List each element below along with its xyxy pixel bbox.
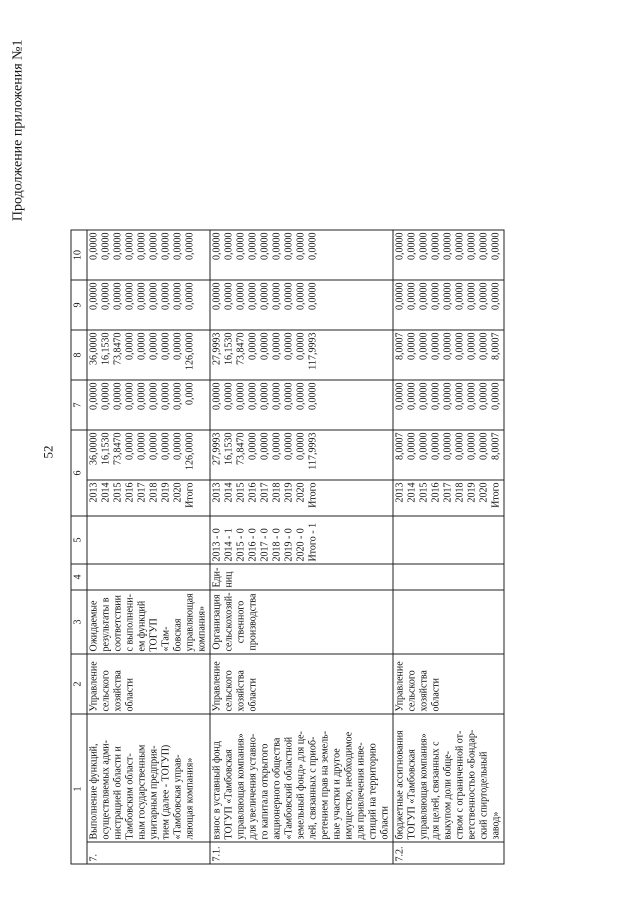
continuation-note: Продолжение приложения №1 (10, 39, 26, 222)
value-col9: 0,0000 0,0000 0,0000 0,0000 0,0000 0,0000 0,0000 0,0000 0,0000 (393, 280, 504, 330)
header-cell: 5 (71, 516, 87, 564)
expected-result: Организация сельскохозяй- ственного производства (210, 590, 393, 654)
years: 2013 2014 2015 2016 2017 2018 2019 2020 Итого (87, 480, 210, 516)
table-row (87, 230, 210, 864)
header-cell: 10 (71, 230, 87, 280)
value-col7: 0,0000 0,0000 0,0000 0,0000 0,0000 0,0000 0,0000 0,0000 0,0000 (210, 380, 393, 430)
value-col6: 36,0000 16,1530 73,8470 0,0000 0,0000 0,0000 0,0000 0,0000 126,0000 (87, 430, 210, 480)
value-col10: 0,0000 0,0000 0,0000 0,0000 0,0000 0,0000 0,0000 0,0000 0,0000 (393, 230, 504, 280)
value-col10: 0,0000 0,0000 0,0000 0,0000 0,0000 0,0000 0,0000 0,0000 0,0000 (210, 230, 393, 280)
row-number: 7.1. (210, 842, 393, 864)
expected-result: Ожидаемые результаты в соответствии с выполнени- ем функций ТОГУП «Там- бовская управляющая компания» (87, 590, 210, 654)
header-cell: 6 (71, 430, 87, 516)
rotated-page (1, 0, 640, 905)
page-number: 52 (40, 445, 56, 459)
value-col10: 0,0000 0,0000 0,0000 0,0000 0,0000 0,0000 0,0000 0,0000 0,0000 (87, 230, 210, 280)
value-col6: 27,9993 16,1530 73,8470 0,0000 0,0000 0,0000 0,0000 0,0000 117,9993 (210, 430, 393, 480)
header-cell: 9 (71, 280, 87, 330)
activity-name: Выполнение функций, осуществляемых адми- нистрацией области и Тамбовским област- ным государственным унитарным предприя- тием (далее - ТОГУП) «Тамбовская управ- ляющая компания» (87, 714, 210, 842)
header-cell: 8 (71, 330, 87, 380)
unit: Еди- ниц (210, 564, 393, 590)
row-number: 7.2. (393, 842, 504, 864)
program-table (71, 230, 505, 865)
header-cell: 7 (71, 380, 87, 430)
header-row (71, 230, 87, 864)
executor: Управление сельского хозяйства области (87, 654, 210, 714)
target-values: 2013 - 0 2014 - 1 2015 - 0 2016 - 0 2017 - 0 2018 - 0 2019 - 0 2020 - 0 Итого - 1 (210, 516, 393, 564)
value-col7: 0,0000 0,0000 0,0000 0,0000 0,0000 0,0000 0,0000 0,0000 0,0000 (393, 380, 504, 430)
value-col9: 0,0000 0,0000 0,0000 0,0000 0,0000 0,0000 0,0000 0,0000 0,0000 (210, 280, 393, 330)
header-cell: 1 (71, 714, 87, 864)
target-values (393, 516, 504, 564)
expected-result (393, 590, 504, 654)
activity-name: взнос в уставный фонд ТОГУП «Тамбовская управляющая компания» для увеличения уставно- го капитала открытого акционерного общества «Тамбовский областной земельный фонд» для це- лей, связанных с приоб- ретением прав на земель- ные участки и другое имущество, необходимое для привлечения инве- стиций на территорию области (210, 714, 393, 842)
header-cell: 2 (71, 654, 87, 714)
value-col7: 0,0000 0,0000 0,0000 0,0000 0,0000 0,0000 0,0000 0,0000 0,000 (87, 380, 210, 430)
header-cell: 3 (71, 590, 87, 654)
table-row (210, 230, 393, 864)
row-number: 7. (87, 842, 210, 864)
table-row (393, 230, 504, 864)
years: 2013 2014 2015 2016 2017 2018 2019 2020 Итого (210, 480, 393, 516)
header-cell: 4 (71, 564, 87, 590)
executor: Управление сельского хозяйства области (210, 654, 393, 714)
value-col8: 36,0000 16,1530 73,8470 0,0000 0,0000 0,0000 0,0000 0,0000 126,0000 (87, 330, 210, 380)
value-col8: 27,9993 16,1530 73,8470 0,0000 0,0000 0,0000 0,0000 0,0000 117,9993 (210, 330, 393, 380)
unit (393, 564, 504, 590)
value-col8: 8,0007 0,0000 0,0000 0,0000 0,0000 0,0000 0,0000 0,0000 8,0007 (393, 330, 504, 380)
activity-name: бюджетные ассигнования ТОГУП «Тамбовская управляющая компания» для целей, связанных с выкупом доли обще- ством с ограниченной от- ветственностью «Бондар- ский спиртодельный завод» (393, 714, 504, 842)
value-col6: 8,0007 0,0000 0,0000 0,0000 0,0000 0,0000 0,0000 0,0000 8,0007 (393, 430, 504, 480)
years: 2013 2014 2015 2016 2017 2018 2019 2020 Итого (393, 480, 504, 516)
target-values (87, 516, 210, 564)
value-col9: 0,0000 0,0000 0,0000 0,0000 0,0000 0,0000 0,0000 0,0000 0,0000 (87, 280, 210, 330)
executor: Управление сельского хозяйства области (393, 654, 504, 714)
unit (87, 564, 210, 590)
